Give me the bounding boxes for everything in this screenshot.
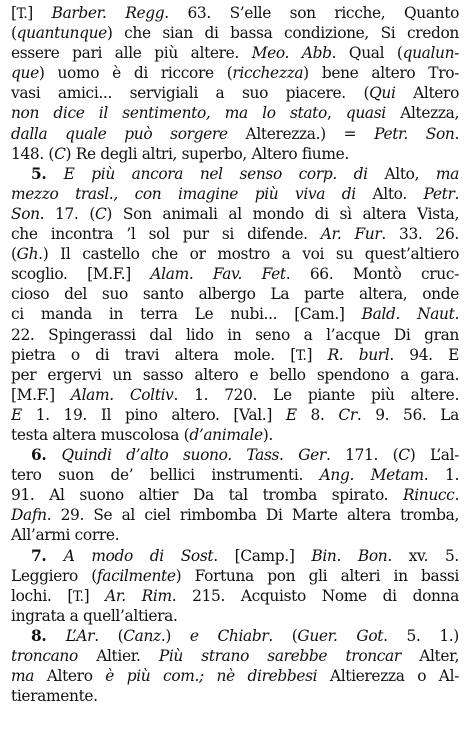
plain-text: [M.F.] [11,385,71,404]
italic-text: d’animale [189,425,263,444]
bold-text: 6. [31,446,62,465]
plain-text: . 17. ( [39,204,95,223]
plain-text: . 9. 56. La [356,405,459,424]
text-line [11,144,459,164]
italic-text: Alam. Coltiv [70,385,174,404]
italic-text: Petr [423,184,455,203]
text-line [11,525,459,545]
plain-text: .) Il castello che or mostro a voi su quest’altiero [38,245,459,264]
plain-text: Altierezza o Al- [317,667,459,686]
italic-text: mezzo trasl., con imagine più viva di [11,184,356,203]
plain-text: . 171. ( [325,446,399,465]
text-line [11,546,459,566]
text-line [11,23,459,43]
plain-text: . 1. [423,466,459,485]
text-line [11,666,459,686]
plain-text: ) L’al- [409,446,459,465]
text-line [11,606,459,626]
plain-text: che incontra ’l sol pur si difende. [11,225,321,244]
text-line [11,345,459,365]
italic-text: Più strano sarebbe troncar [158,647,401,665]
plain-text: . 1. 720. Le piante più altere. [173,385,459,404]
text-line [11,485,459,505]
italic-text: Ang. Metam [319,466,424,485]
plain-text: ( [11,245,17,264]
text-line [11,204,459,224]
plain-text: . Qual ( [331,44,403,63]
plain-text: . 29. Se al ciel rimbomba Di Marte altera tromba, [46,506,459,525]
italic-text: dalla quale può sorgere [11,124,228,143]
italic-text: Cr [338,405,357,424]
plain-text: . ( [268,626,298,645]
italic-text: Bald. Naut [361,305,455,324]
plain-text: . ( [94,626,124,645]
plain-text: . [Camp.] [213,546,312,565]
plain-text: Altezza, [385,104,459,123]
italic-text: Canz [123,626,161,645]
italic-text: C [54,144,66,163]
italic-text: qualun- [402,44,459,63]
text-line [11,264,459,284]
italic-text: Ar. Fur [320,225,382,244]
plain-text: Altero [34,667,106,686]
text-line [11,304,459,324]
text-line [11,224,459,244]
plain-text: . [454,124,459,143]
plain-text: ingrata a quell’altiera. [11,606,178,625]
plain-text: tieramente. [11,687,98,706]
text-line [11,385,459,405]
italic-text: Gh [16,245,39,264]
plain-text: Altero [395,84,459,103]
plain-text: cioso del suo santo albergo La parte altera, onde [11,285,459,304]
plain-text: Alter, [400,647,459,665]
italic-text: L’Ar [65,626,95,645]
italic-text: Barber. Regg [51,4,165,22]
plain-text: . [454,305,459,324]
italic-text: è più com.; nè direbbesi [105,667,318,686]
text-line [11,164,459,184]
italic-text: Alam. Fav. Fet [150,265,286,284]
italic-text: E [11,405,22,424]
text-line [11,626,459,646]
text-line [11,586,459,606]
plain-text: . 66. Montò cruc- [285,265,459,284]
text-line [11,405,459,425]
text-line [11,365,459,385]
plain-text: ) Fortuna pon gli alteri in bassi [175,566,459,585]
text-line [11,425,459,445]
italic-text: C [94,204,107,223]
italic-text: E [285,405,297,424]
text-line [11,184,459,204]
italic-text: quantunque [16,24,107,43]
italic-text: Ar. Rim [105,586,172,605]
text-line [11,325,459,345]
italic-text: ma [11,667,35,686]
plain-text: . [454,486,459,505]
plain-text: . 94. E [389,345,459,364]
plain-text: ( [11,24,17,43]
italic-text: ricchezza [232,64,304,83]
bold-text: 8. [31,626,66,645]
plain-text: , [326,104,346,123]
plain-text: 8. [296,405,339,424]
plain-text: 1. 19. Il pino altero. [Val.] [21,405,286,424]
plain-text: [T.] [11,4,52,22]
italic-text: non dice il sentimento, ma lo stato [11,104,327,123]
text-line [11,3,459,23]
plain-text: . xv. 5. [387,546,459,565]
italic-text: R. burl [327,345,390,364]
plain-text: Leggiero ( [11,566,97,585]
text-line [11,566,459,586]
plain-text: Altier. [77,647,159,665]
italic-text: Petr. Son [374,124,455,143]
plain-text: Alterezza.) = [227,124,375,143]
italic-text: e Chiabr [189,626,269,645]
italic-text: Dafn [11,506,47,525]
plain-text: testa altera muscolosa ( [11,425,190,444]
text-line [11,63,459,83]
text-line [11,284,459,304]
italic-text: E più ancora nel senso corp. di [63,164,368,183]
italic-text: C [398,446,410,465]
italic-text: ma [435,164,459,183]
italic-text: Guer. Got [297,626,384,645]
italic-text: Meo. Abb [251,44,332,63]
plain-text: ). [262,425,273,444]
plain-text: . 215. Acquisto Nome di donna [171,586,459,605]
bold-text: 7. [31,546,64,565]
plain-text: All’armi corre. [11,526,120,545]
text-line [11,445,459,465]
italic-text: quasi [345,104,386,123]
plain-text: vasi amici... servigiali a suo piacere. ( [11,84,370,103]
plain-text: .) [160,626,190,645]
text-line [11,244,459,264]
plain-text: ) uomo è di riccore ( [38,64,233,83]
plain-text: essere pari alle più altere. [11,44,252,63]
italic-text: que [11,64,39,83]
italic-text: Qui [369,84,396,103]
plain-text: ci manda in terra Le nubi... [Cam.] [11,305,362,324]
plain-text: . 63. S’elle son ricche, Quanto [164,4,459,22]
text-line [11,103,459,123]
plain-text: Alto. [355,184,424,203]
italic-text: Quindi d’alto suono. Tass. Ger [61,446,326,465]
plain-text: per ergervi un sasso altero e bello spendono a gara. [11,365,459,384]
plain-text: ) bene altero Tro- [303,64,459,83]
plain-text: . 33. 26. [381,225,459,244]
plain-text: . 5. 1.) [383,626,459,645]
italic-text: troncano [11,647,78,665]
italic-text: Son [11,204,40,223]
plain-text: 91. Al suono altier Da tal tromba spirato. [11,486,403,505]
italic-text: Bin. Bon [311,546,388,565]
text-line [11,465,459,485]
plain-text: ) Son animali al mondo di sì altera Vista, [106,204,459,223]
text-line [11,686,459,706]
plain-text: Alto, [367,164,436,183]
plain-text: lochi. [T.] [11,586,106,605]
bold-text: 5. [31,164,64,183]
text-line [11,124,459,144]
plain-text: 148. ( [11,144,55,163]
italic-text: Rinucc [402,486,455,505]
plain-text: ) che sian di bassa condizione, Si credon [106,24,459,43]
italic-text: A modo di Sost [63,546,214,565]
text-line [11,43,459,63]
text-line [11,646,459,666]
plain-text: pietra o di travi altera mole. [T.] [11,345,328,364]
italic-text: facilmente [96,566,176,585]
plain-text: 22. Spingerassi dal lido in seno a l’acque Di gran [11,325,459,344]
plain-text: scoglio. [M.F.] [11,265,151,284]
text-line [11,83,459,103]
text-line [11,505,459,525]
plain-text: . [454,184,459,203]
plain-text: ) Re degli altri, superbo, Altero fiume. [65,144,349,163]
plain-text: tero suon de’ bellici instrumenti. [11,466,320,485]
